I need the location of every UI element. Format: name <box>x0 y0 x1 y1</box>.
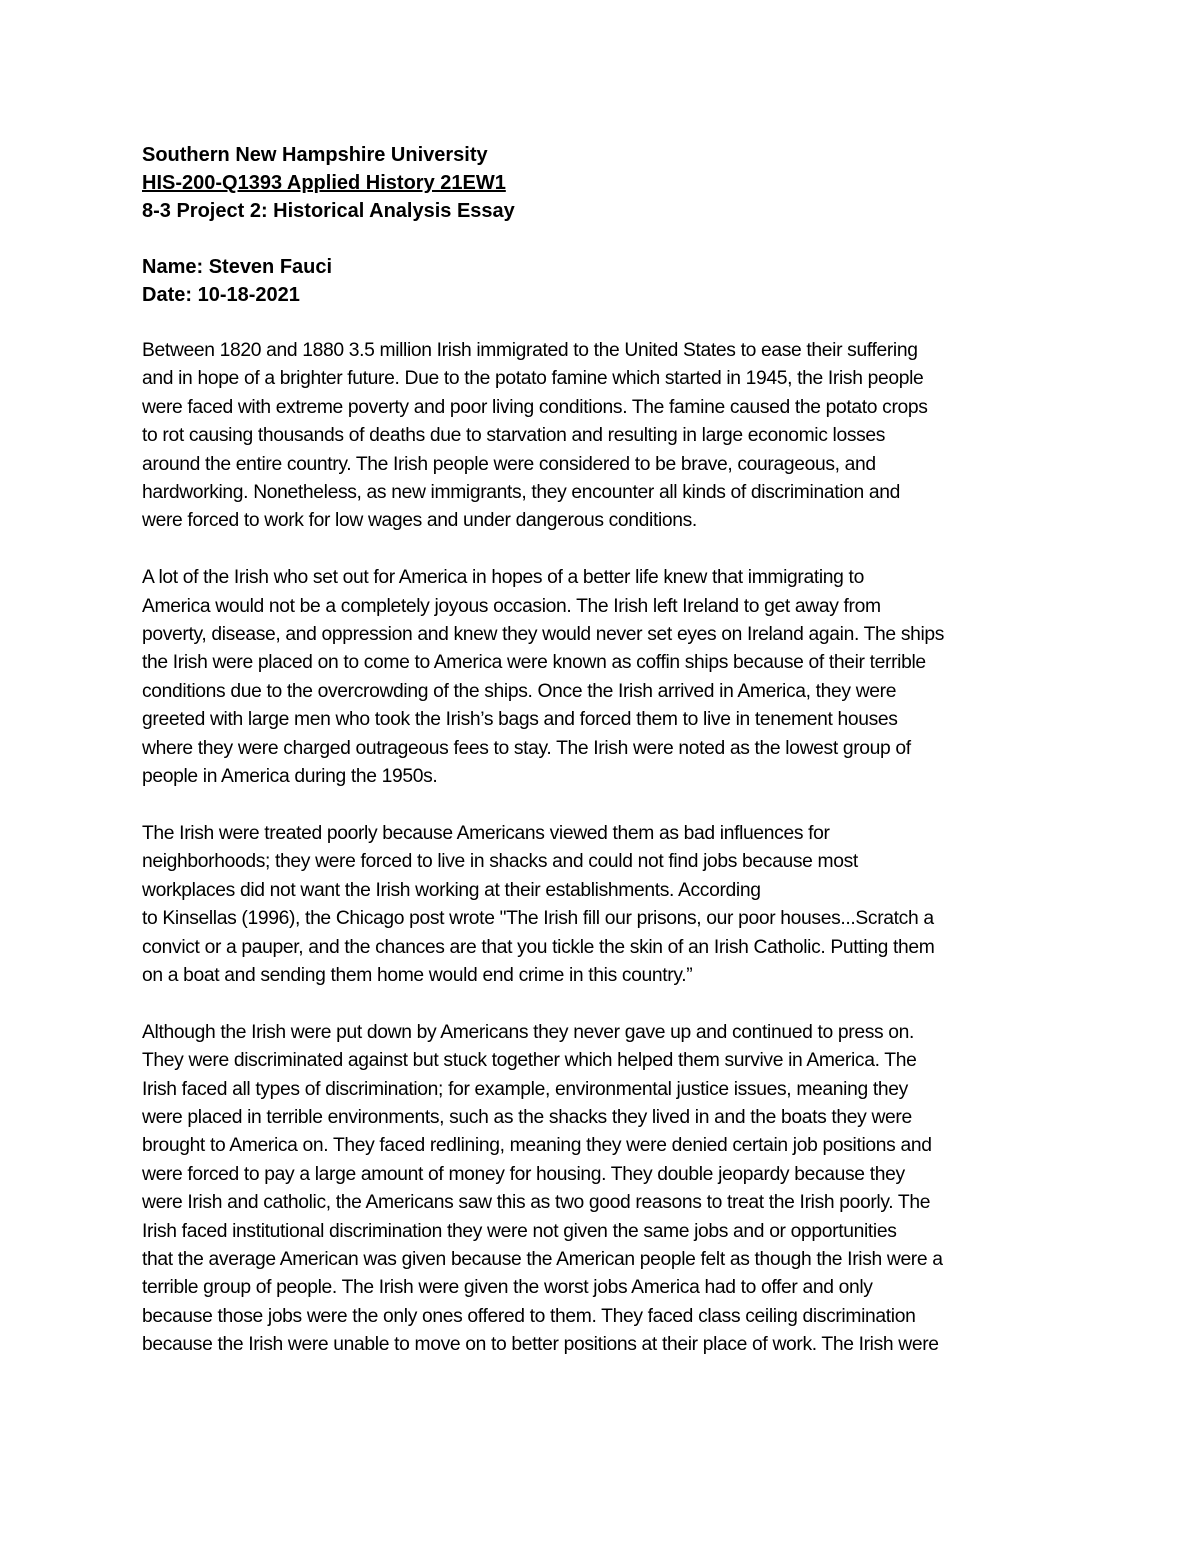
text-line: to Kinsellas (1996), the Chicago post wrote "The Irish fill our prisons, our poor houses...Scratch a <box>142 908 934 930</box>
text-line: were placed in terrible environments, such as the shacks they lived in and the boats they were <box>142 1106 912 1128</box>
text-line: to rot causing thousands of deaths due to starvation and resulting in large economic losses <box>142 425 886 447</box>
text-line: conditions due to the overcrowding of the ships. Once the Irish arrived in America, they were <box>142 680 897 702</box>
document-body <box>142 141 1082 1388</box>
text-line: hardworking. Nonetheless, as new immigrants, they encounter all kinds of discrimination and <box>142 482 901 504</box>
paragraph-3 <box>142 820 1082 990</box>
text-line: that the average American was given because the American people felt as though the Irish were a <box>142 1248 943 1270</box>
text-line: brought to America on. They faced redlining, meaning they were denied certain job positions and <box>142 1135 932 1157</box>
text-line: Irish faced all types of discrimination; for example, environmental justice issues, meaning they <box>142 1078 908 1100</box>
paragraph-2 <box>142 564 1082 791</box>
text-line: were faced with extreme poverty and poor living conditions. The famine caused the potato crops <box>142 396 928 418</box>
text-line: were forced to work for low wages and under dangerous conditions. <box>142 510 697 532</box>
header-spacer <box>142 309 1082 337</box>
text-line: on a boat and sending them home would end crime in this country.” <box>142 964 693 986</box>
text-line: They were discriminated against but stuck together which helped them survive in America. The <box>142 1050 917 1072</box>
text-line: and in hope of a brighter future. Due to the potato famine which started in 1945, the Irish people <box>142 368 924 390</box>
text-line: workplaces did not want the Irish working at their establishments. According <box>142 879 761 901</box>
header-spacer <box>142 225 1082 253</box>
text-line: because those jobs were the only ones offered to them. They faced class ceiling discrimination <box>142 1305 916 1327</box>
paragraph-1 <box>142 337 1082 536</box>
text-line: the Irish were placed on to come to America were known as coffin ships because of their terrible <box>142 652 926 674</box>
text-line: Irish faced institutional discrimination they were not given the same jobs and or opportunities <box>142 1220 897 1242</box>
text-line: America would not be a completely joyous occasion. The Irish left Ireland to get away from <box>142 595 881 617</box>
text-line: terrible group of people. The Irish were given the worst jobs America had to offer and only <box>142 1277 873 1299</box>
text-line: people in America during the 1950s. <box>142 766 438 788</box>
text-line: were Irish and catholic, the Americans saw this as two good reasons to treat the Irish poorly. The <box>142 1192 931 1214</box>
student-name: Name: Steven Fauci <box>142 256 333 278</box>
text-line: poverty, disease, and oppression and knew they would never set eyes on Ireland again. The ships <box>142 624 945 646</box>
assignment-title: 8-3 Project 2: Historical Analysis Essay <box>142 200 515 222</box>
course-title: HIS-200-Q1393 Applied History 21EW1 <box>142 172 506 194</box>
text-line: greeted with large men who took the Irish’s bags and forced them to live in tenement houses <box>142 709 898 731</box>
text-line: convict or a pauper, and the chances are that you tickle the skin of an Irish Catholic. Putting them <box>142 936 935 958</box>
text-line: The Irish were treated poorly because Americans viewed them as bad influences for <box>142 822 830 844</box>
text-line: because the Irish were unable to move on to better positions at their place of work. The Irish were <box>142 1334 939 1356</box>
text-line: were forced to pay a large amount of money for housing. They double jeopardy because they <box>142 1163 905 1185</box>
text-line: around the entire country. The Irish people were considered to be brave, courageous, and <box>142 453 876 475</box>
text-line: Although the Irish were put down by Americans they never gave up and continued to press on. <box>142 1021 915 1043</box>
text-line: neighborhoods; they were forced to live in shacks and could not find jobs because most <box>142 851 858 873</box>
text-line: A lot of the Irish who set out for America in hopes of a better life knew that immigrating to <box>142 567 864 589</box>
text-line: Between 1820 and 1880 3.5 million Irish immigrated to the United States to ease their suffering <box>142 340 918 361</box>
university-name: Southern New Hampshire University <box>142 144 488 166</box>
paragraph-4 <box>142 1019 1082 1360</box>
submission-date: Date: 10-18-2021 <box>142 284 300 306</box>
text-line: where they were charged outrageous fees to stay. The Irish were noted as the lowest group of <box>142 737 911 759</box>
